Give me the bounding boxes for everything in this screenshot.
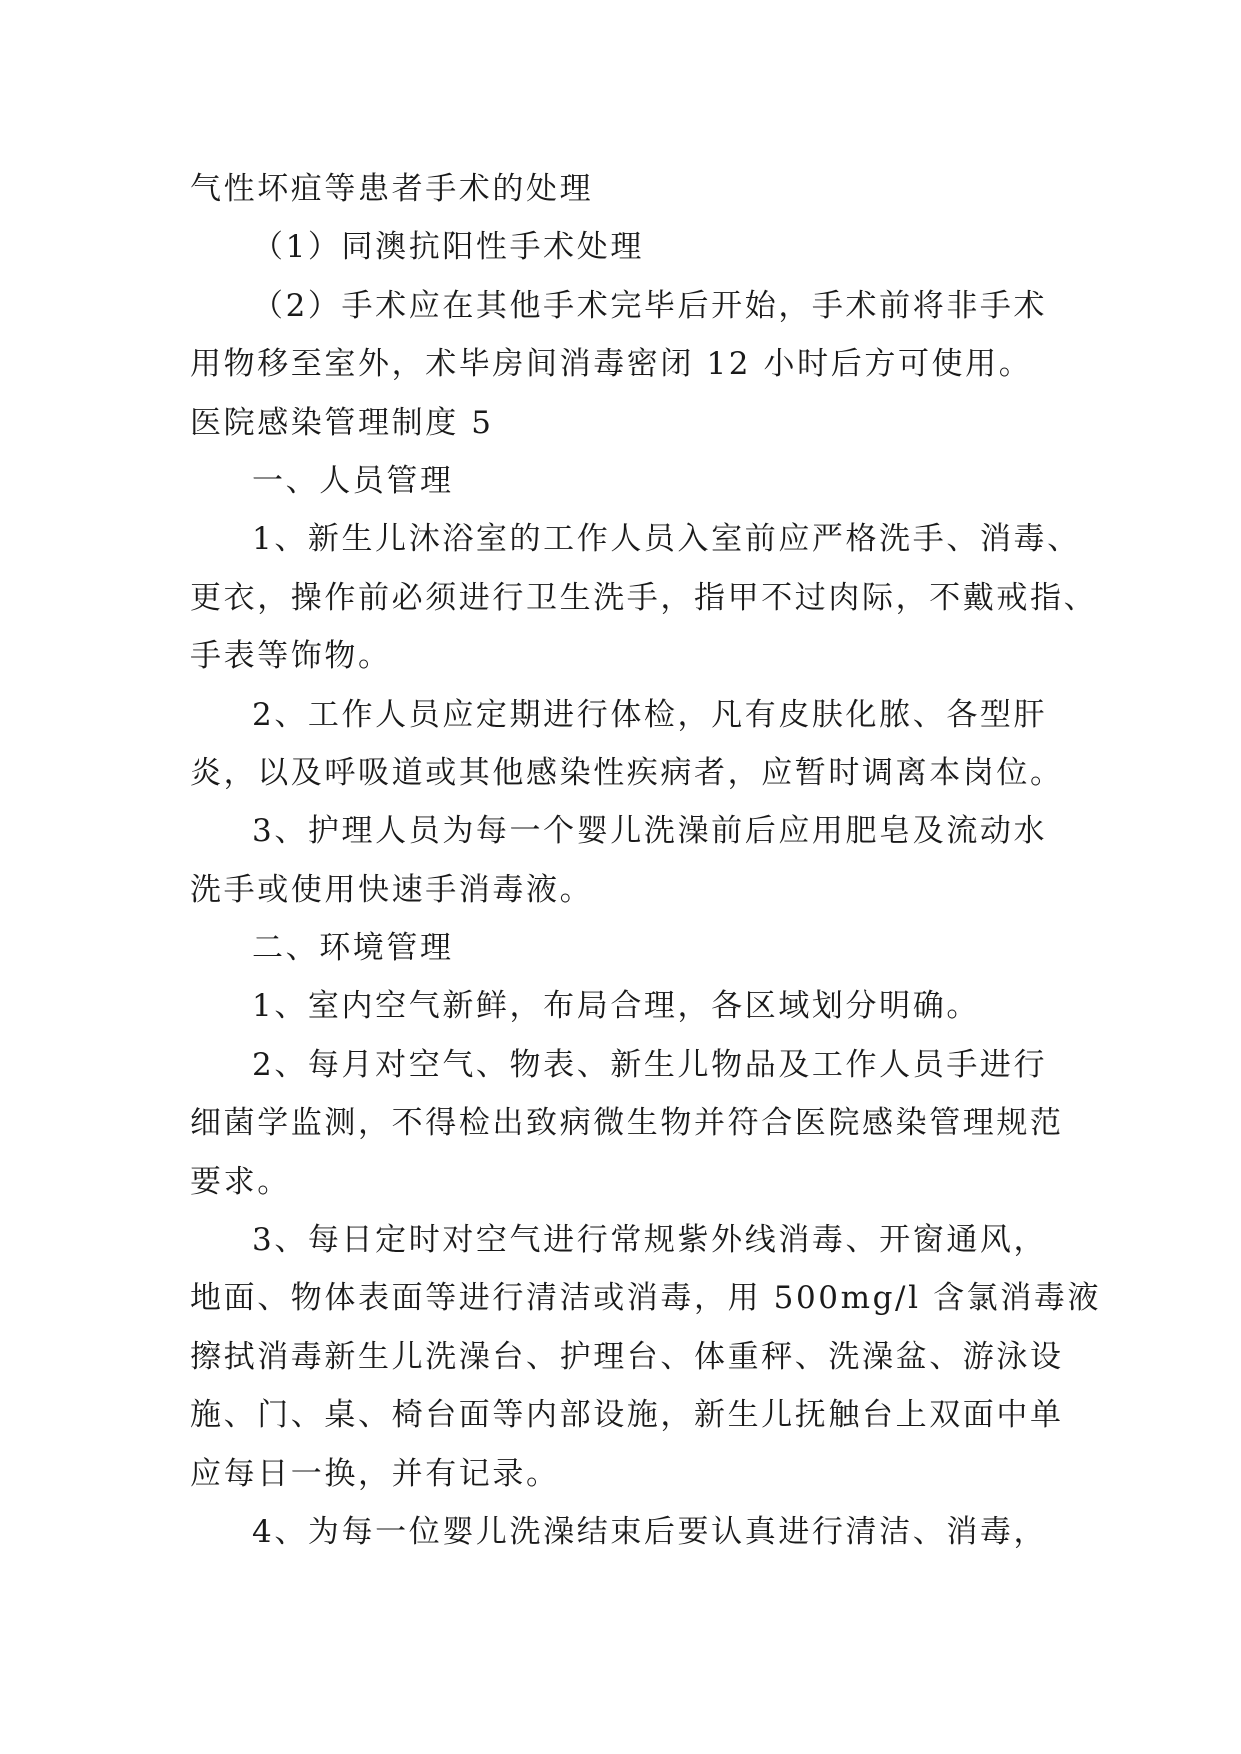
text-line: 3、护理人员为每一个婴儿洗澡前后应用肥皂及流动水	[252, 813, 1048, 850]
text-line: 2、每月对空气、物表、新生儿物品及工作人员手进行	[252, 1046, 1048, 1083]
text-line: 应每日一换，并有记录。	[190, 1455, 560, 1492]
text-line: 1、新生儿沐浴室的工作人员入室前应严格洗手、消毒、	[252, 521, 1081, 558]
text-line: 3、每日定时对空气进行常规紫外线消毒、开窗通风，	[252, 1222, 1048, 1259]
text-line: 要求。	[190, 1163, 291, 1200]
text-line: 更衣，操作前必须进行卫生洗手，指甲不过肉际，不戴戒指、	[190, 579, 1098, 616]
text-line: 细菌学监测，不得检出致病微生物并符合医院感染管理规范	[190, 1105, 1064, 1142]
text-line: 擦拭消毒新生儿洗澡台、护理台、体重秤、洗澡盆、游泳设	[190, 1338, 1064, 1375]
section-heading: 医院感染管理制度 5	[190, 404, 494, 441]
text-line: 4、为每一位婴儿洗澡结束后要认真进行清洁、消毒，	[252, 1513, 1048, 1550]
text-line: （1）同澳抗阳性手术处理	[252, 229, 644, 266]
text-line: 2、工作人员应定期进行体检，凡有皮肤化脓、各型肝	[252, 696, 1048, 733]
text-line: （2）手术应在其他手术完毕后开始，手术前将非手术	[252, 287, 1048, 324]
text-line: 气性坏疽等患者手术的处理	[190, 171, 594, 207]
subsection-heading: 一、人员管理	[252, 462, 454, 499]
text-line: 用物移至室外，术毕房间消毒密闭 12 小时后方可使用。	[190, 346, 1033, 383]
document-body	[190, 160, 1102, 1561]
text-line: 施、门、桌、椅台面等内部设施，新生儿抚触台上双面中单	[190, 1397, 1064, 1434]
text-line: 地面、物体表面等进行清洁或消毒，用 500mg/l 含氯消毒液	[190, 1280, 1102, 1317]
text-line: 洗手或使用快速手消毒液。	[190, 871, 594, 908]
text-line: 1、室内空气新鲜，布局合理，各区域划分明确。	[252, 988, 980, 1025]
text-line: 手表等饰物。	[190, 638, 392, 675]
subsection-heading: 二、环境管理	[252, 930, 454, 967]
text-line: 炎，以及呼吸道或其他感染性疾病者，应暂时调离本岗位。	[190, 754, 1064, 791]
